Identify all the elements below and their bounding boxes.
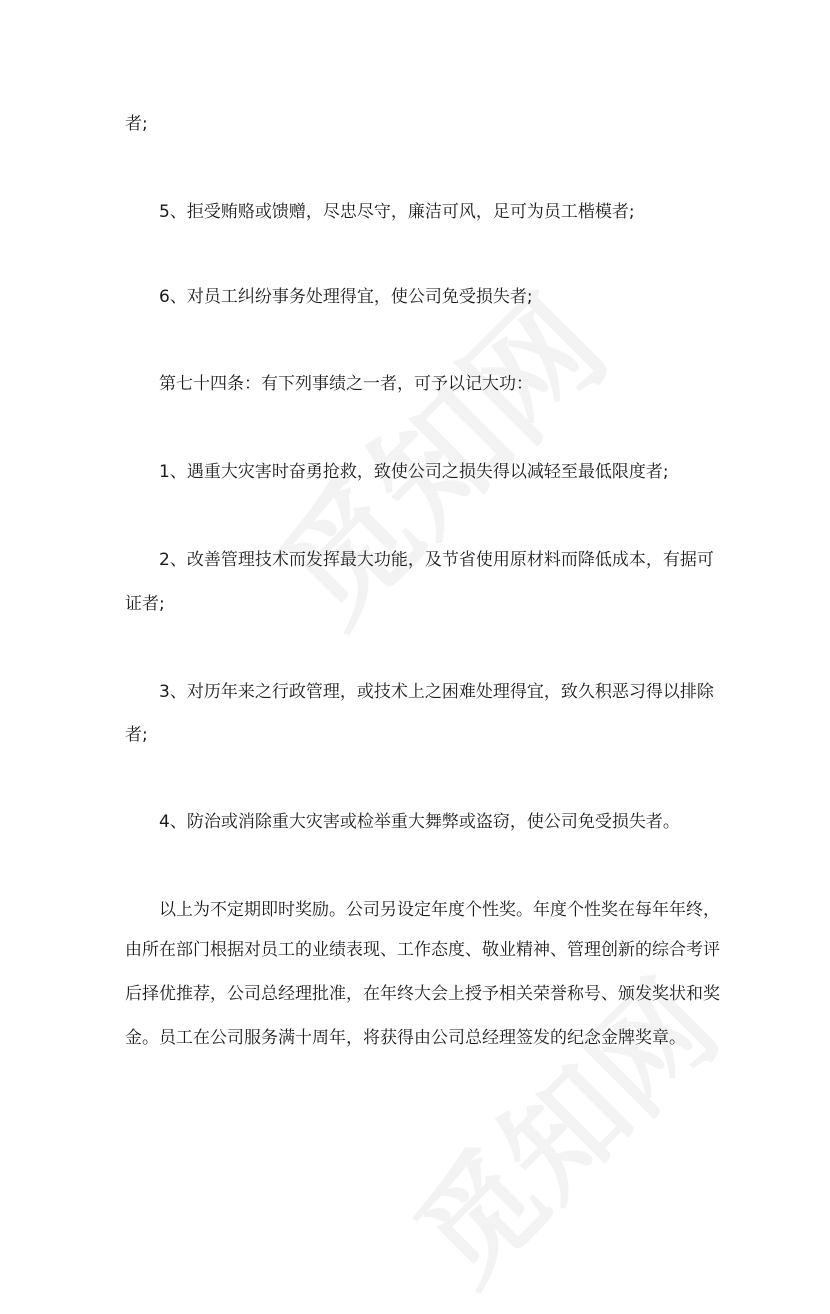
paragraph-line-4: 金。员工在公司服务满十周年，将获得由公司总经理签发的纪念金牌奖章。 — [125, 1028, 686, 1048]
merit-item-3: 3、对历年来之行政管理，或技术上之困难处理得宜，致久积恶习得以排除 — [159, 682, 714, 702]
paragraph-line-2: 由所在部门根据对员工的业绩表现、工作态度、敬业精神、管理创新的综合考评 — [125, 940, 720, 960]
merit-item-2: 2、改善管理技术而发挥最大功能，及节省使用原材料而降低成本，有据可 — [159, 550, 714, 570]
merit-item-2-continuation: 证者; — [125, 594, 165, 614]
list-item-6: 6、对员工纠纷事务处理得宜，使公司免受损失者; — [159, 287, 533, 307]
merit-item-3-continuation: 者; — [125, 725, 148, 745]
article-74-heading: 第七十四条：有下列事绩之一者，可予以记大功： — [159, 374, 533, 394]
merit-item-4: 4、防治或消除重大灾害或检举重大舞弊或盗窃，使公司免受损失者。 — [159, 812, 680, 832]
list-item-5: 5、拒受贿赂或馈赠，尽忠尽守，廉洁可风，足可为员工楷模者; — [159, 202, 635, 222]
paragraph-line-1: 以上为不定期即时奖励。公司另设定年度个性奖。年度个性奖在每年年终， — [159, 900, 720, 920]
watermark — [231, 249, 639, 657]
text-line-continuation: 者; — [125, 114, 148, 134]
merit-item-1: 1、遇重大灾害时奋勇抢救，致使公司之损失得以减轻至最低限度者; — [159, 462, 669, 482]
paragraph-line-3: 后择优推荐，公司总经理批准，在年终大会上授予相关荣誉称号、颁发奖状和奖 — [125, 984, 720, 1004]
